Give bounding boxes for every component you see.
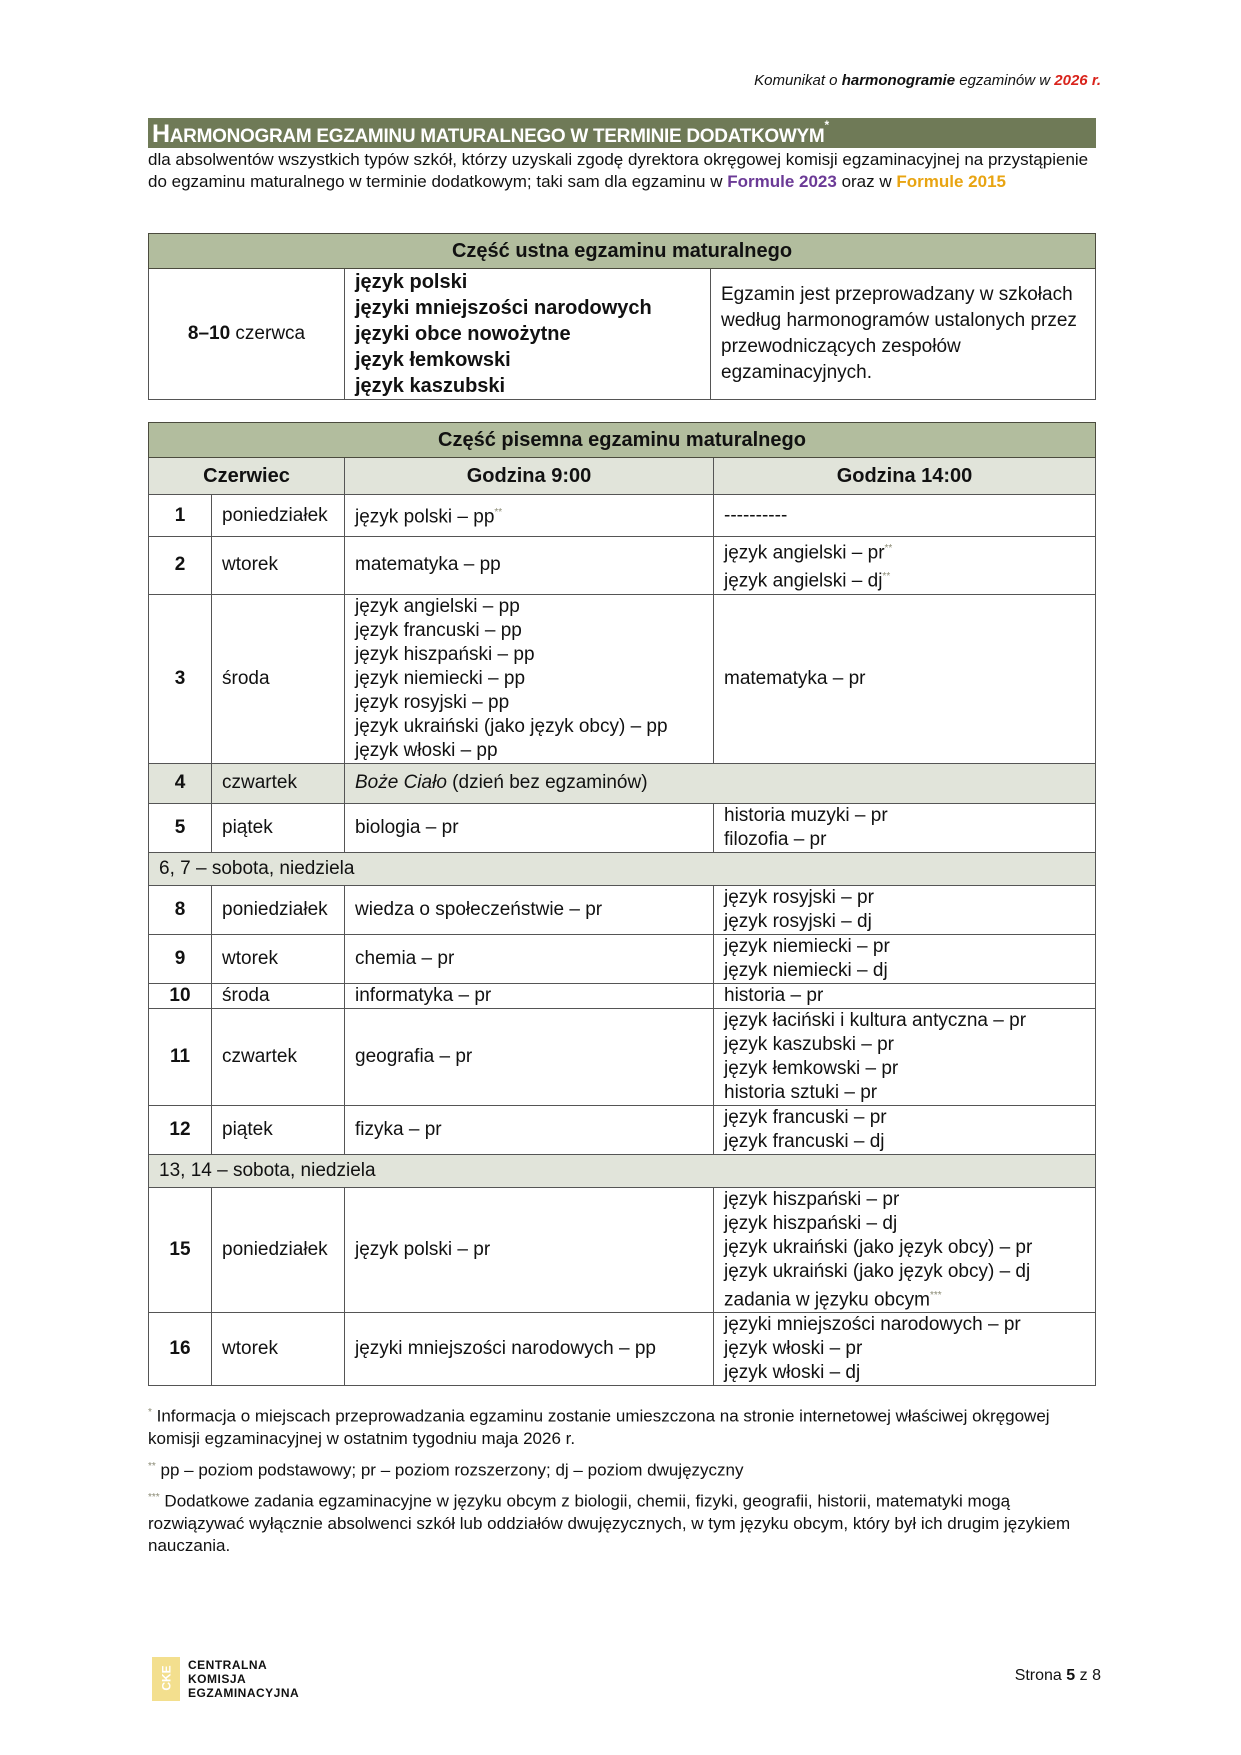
schedule-row	[149, 1312, 1096, 1385]
footnotes	[148, 1402, 1096, 1563]
schedule-row	[149, 1187, 1096, 1312]
day-number: 16	[149, 1312, 212, 1385]
exam-entry: język angielski – dj**	[724, 570, 891, 592]
written-heading: Część pisemna egzaminu maturalnego	[149, 423, 1096, 458]
exam-entry: język włoski – dj	[724, 1361, 861, 1383]
footnote-mark: **	[494, 507, 503, 519]
weekday: piątek	[212, 1105, 345, 1154]
exam-entry: informatyka – pr	[355, 984, 492, 1006]
morning-exams	[345, 594, 714, 763]
footnote: *** Dodatkowe zadania egzaminacyjne w języku obcym z biologii, chemii, fizyki, geografii, historii, matematyki mogą rozwiązywać wyłącznie absolwenci szkół lub oddziałów dwujęzycznych, w tym języku obcym, który był ich drugim językiem nauczania.	[148, 1491, 1071, 1555]
exam-entry: języki mniejszości narodowych – pr	[724, 1313, 1021, 1335]
schedule-row	[149, 594, 1096, 763]
oral-heading: Część ustna egzaminu maturalnego	[149, 234, 1096, 269]
morning-exams	[345, 1105, 714, 1154]
afternoon-exams	[714, 934, 1096, 983]
schedule-row	[149, 1008, 1096, 1105]
exam-entry: język hiszpański – dj	[724, 1212, 898, 1234]
exam-entry: język niemiecki – dj	[724, 959, 888, 981]
footnote-mark: **	[884, 543, 893, 554]
footnote: ** pp – poziom podstawowy; pr – poziom rozszerzony; dj – poziom dwujęzyczny	[148, 1460, 744, 1480]
day-number: 12	[149, 1105, 212, 1154]
cke-logo-mark: CKE	[152, 1657, 180, 1701]
exam-entry: język ukraiński (jako język obcy) – pp	[355, 715, 668, 737]
schedule-row	[149, 537, 1096, 595]
afternoon-exams	[714, 885, 1096, 934]
exam-entry: język niemiecki – pr	[724, 935, 890, 957]
day-number: 10	[149, 983, 212, 1008]
footnote-mark: ***	[929, 1289, 942, 1301]
day-number: 5	[149, 803, 212, 852]
intro-text: dla absolwentów wszystkich typów szkół, którzy uzyskali zgodę dyrektora okręgowej komisji egzaminacyjnej na przystąpienie do egzaminu maturalnego w terminie dodatkowym; taki sam dla egzaminu w Formule 2023 oraz w Formule 2015	[148, 150, 1089, 191]
afternoon-exams	[714, 1105, 1096, 1154]
exam-entry: język łemkowski – pr	[724, 1057, 899, 1079]
morning-exams	[345, 1008, 714, 1105]
page-title: HARMONOGRAM EGZAMINU MATURALNEGO W TERMINIE DODATKOWYM*	[148, 118, 1096, 148]
formula-2015-label: Formule 2015	[896, 172, 1006, 191]
afternoon-exams	[714, 983, 1096, 1008]
oral-subject: język kaszubski	[355, 375, 506, 397]
schedule-row	[149, 495, 1096, 537]
page-number: Strona 5 z 8	[1014, 1667, 1101, 1684]
schedule-row	[149, 934, 1096, 983]
afternoon-exams	[714, 537, 1096, 595]
oral-subject: języki obce nowożytne	[355, 323, 571, 345]
exam-entry: języki mniejszości narodowych – pp	[355, 1337, 656, 1359]
day-number: 2	[149, 537, 212, 595]
weekday: poniedziałek	[212, 1187, 345, 1312]
morning-exams	[345, 803, 714, 852]
weekday: poniedziałek	[212, 495, 345, 537]
weekday: czwartek	[212, 1008, 345, 1105]
exam-entry: język hiszpański – pr	[724, 1188, 900, 1210]
day-number: 4	[149, 763, 212, 803]
oral-date: 8–10 czerwca	[149, 269, 345, 400]
formula-2023-label: Formule 2023	[727, 172, 837, 191]
column-header-month: Czerwiec	[149, 458, 345, 495]
day-number: 3	[149, 594, 212, 763]
exam-entry: język niemiecki – pp	[355, 667, 526, 689]
footnote-mark: **	[882, 571, 891, 583]
weekend-row: 6, 7 – sobota, niedziela	[149, 852, 1096, 885]
footnote: * Informacja o miejscach przeprowadzania egzaminu zostanie umieszczona na stronie internetowej właściwej okręgowej komisji egzaminacyjnej w ostatnim tygodniu maja 2026 r.	[148, 1406, 1050, 1448]
exam-entry: język rosyjski – pp	[355, 691, 510, 713]
afternoon-exams	[714, 495, 1096, 537]
weekday: czwartek	[212, 763, 345, 803]
schedule-row	[149, 763, 1096, 803]
morning-exams	[345, 983, 714, 1008]
afternoon-exams	[714, 1187, 1096, 1312]
exam-entry: język francuski – pp	[355, 619, 522, 641]
exam-entry: język włoski – pp	[355, 739, 498, 761]
exam-entry: język włoski – pr	[724, 1337, 863, 1359]
morning-exams	[345, 495, 714, 537]
exam-entry: historia – pr	[724, 984, 824, 1006]
exam-entry: język kaszubski – pr	[724, 1033, 895, 1055]
exam-entry: ----------	[724, 504, 788, 526]
exam-entry: język rosyjski – dj	[724, 910, 872, 932]
afternoon-exams	[714, 1312, 1096, 1385]
oral-note: Egzamin jest przeprowadzany w szkołach według harmonogramów ustalonych przez przewodniczących zespołów egzaminacyjnych.	[711, 269, 1096, 400]
weekday: wtorek	[212, 934, 345, 983]
weekend-row: 13, 14 – sobota, niedziela	[149, 1154, 1096, 1187]
column-header-2pm: Godzina 14:00	[714, 458, 1096, 495]
morning-exams	[345, 934, 714, 983]
running-header: Komunikat o harmonogramie egzaminów w 2026 r.	[754, 72, 1101, 89]
afternoon-exams	[714, 803, 1096, 852]
weekday: środa	[212, 594, 345, 763]
morning-exams	[345, 537, 714, 595]
exam-entry: chemia – pr	[355, 947, 455, 969]
morning-exams	[345, 885, 714, 934]
schedule-row	[149, 803, 1096, 852]
weekday: wtorek	[212, 537, 345, 595]
weekday: wtorek	[212, 1312, 345, 1385]
oral-exam-table	[148, 233, 1096, 400]
morning-exams	[345, 1312, 714, 1385]
schedule-row	[149, 885, 1096, 934]
exam-entry: język ukraiński (jako język obcy) – dj	[724, 1260, 1031, 1282]
exam-entry: język hiszpański – pp	[355, 643, 535, 665]
written-exam-table	[148, 422, 1096, 1386]
exam-entry: wiedza o społeczeństwie – pr	[355, 898, 603, 920]
day-number: 1	[149, 495, 212, 537]
exam-entry: język angielski – pp	[355, 595, 520, 617]
exam-entry: język rosyjski – pr	[724, 886, 874, 908]
column-header-9am: Godzina 9:00	[345, 458, 714, 495]
exam-entry: język polski – pr	[355, 1238, 491, 1260]
weekday: poniedziałek	[212, 885, 345, 934]
exam-entry: matematyka – pp	[355, 554, 501, 576]
day-number: 9	[149, 934, 212, 983]
exam-entry: język angielski – pr**	[724, 542, 893, 564]
exam-entry: język francuski – pr	[724, 1106, 887, 1128]
weekday: piątek	[212, 803, 345, 852]
exam-entry: historia sztuki – pr	[724, 1081, 878, 1103]
day-number: 15	[149, 1187, 212, 1312]
exam-entry: zadania w języku obcym***	[724, 1288, 942, 1310]
holiday-note: Boże Ciało (dzień bez egzaminów)	[345, 763, 1096, 803]
exam-entry: geografia – pr	[355, 1045, 473, 1067]
exam-entry: matematyka – pr	[724, 667, 866, 689]
schedule-row	[149, 983, 1096, 1008]
oral-subject: język polski	[355, 271, 468, 293]
oral-subjects	[345, 269, 711, 400]
oral-subject: języki mniejszości narodowych	[355, 297, 652, 319]
exam-entry: język francuski – dj	[724, 1130, 885, 1152]
schedule-row	[149, 1105, 1096, 1154]
exam-entry: język łaciński i kultura antyczna – pr	[724, 1009, 1027, 1031]
weekday: środa	[212, 983, 345, 1008]
exam-entry: historia muzyki – pr	[724, 804, 888, 826]
day-number: 8	[149, 885, 212, 934]
cke-logo: CKE CENTRALNA KOMISJA EGZAMINACYJNA	[152, 1657, 299, 1701]
exam-entry: język ukraiński (jako język obcy) – pr	[724, 1236, 1033, 1258]
oral-subject: język łemkowski	[355, 349, 511, 371]
exam-entry: fizyka – pr	[355, 1118, 442, 1140]
day-number: 11	[149, 1008, 212, 1105]
afternoon-exams	[714, 1008, 1096, 1105]
afternoon-exams	[714, 594, 1096, 763]
exam-entry: filozofia – pr	[724, 828, 827, 850]
morning-exams	[345, 1187, 714, 1312]
exam-entry: biologia – pr	[355, 816, 459, 838]
exam-entry: język polski – pp**	[355, 506, 503, 528]
